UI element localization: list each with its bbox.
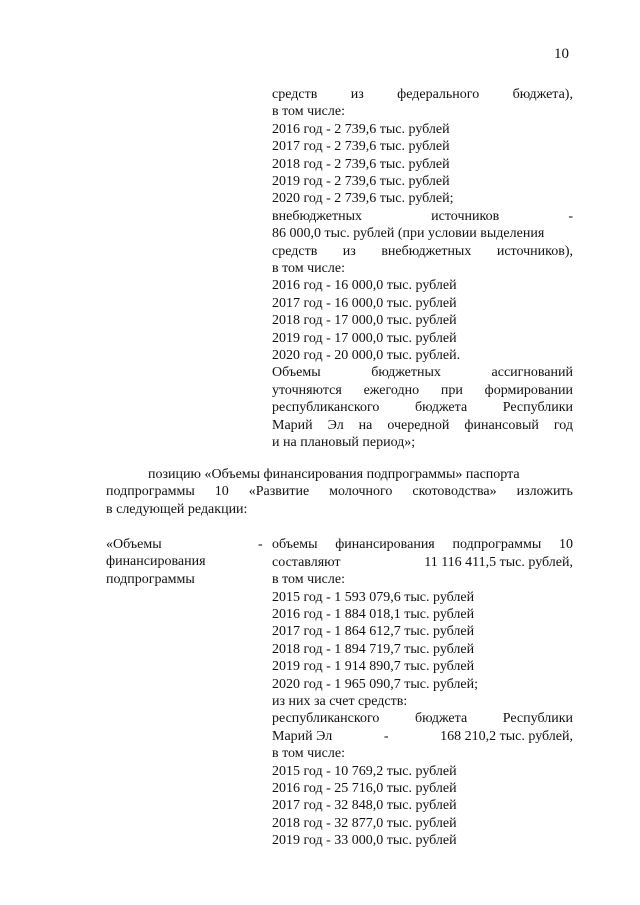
text-line: средств из федерального бюджета), [272,87,573,102]
text-line: 2016 год - 2 739,6 тыс. рублей [272,122,450,137]
text-line: средств из внебюджетных источников), [272,244,573,259]
text-line: 2018 год - 17 000,0 тыс. рублей [272,313,457,328]
text-line: составляют 11 116 411,5 тыс. рублей, [272,555,573,570]
text-line: 86 000,0 тыс. рублей (при условии выделения [272,226,545,241]
text-line: из них за счет средств: [272,694,408,709]
paragraph-line: позицию «Объемы финансирования подпрограммы» паспорта [148,467,520,482]
passport-dash: - [258,537,263,552]
text-line: и на плановый период»; [272,435,416,450]
text-line: Марий Эл на очередной финансовый год [272,418,573,433]
paragraph-line: в следующей редакции: [106,501,248,517]
text-line: 2018 год - 2 739,6 тыс. рублей [272,157,450,172]
text-line: 2019 год - 1 914 890,7 тыс. рублей [272,659,475,674]
text-line: Объемы бюджетных ассигнований [272,365,573,380]
text-line: 2018 год - 32 877,0 тыс. рублей [272,816,457,831]
text-line: 2019 год - 33 000,0 тыс. рублей [272,833,457,848]
passport-label: «Объемы финансирования подпрограммы [106,537,206,587]
text-line: Марий Эл - 168 210,2 тыс. рублей, [272,729,573,744]
text-line: в том числе: [272,261,345,276]
text-line: 2017 год - 16 000,0 тыс. рублей [272,296,457,311]
text-line: республиканского бюджета Республики [272,711,573,726]
text-line: 2020 год - 20 000,0 тыс. рублей. [272,348,461,363]
text-line: объемы финансирования подпрограммы 10 [272,537,573,552]
text-line: в том числе: [272,746,345,761]
text-line: 2015 год - 10 769,2 тыс. рублей [272,764,457,779]
text-line: в том числе: [272,104,345,119]
text-line: 2020 год - 1 965 090,7 тыс. рублей; [272,677,479,692]
text-line: уточняются ежегодно при формировании [272,383,573,398]
text-line: 2018 год - 1 894 719,7 тыс. рублей [272,642,475,657]
text-line: в том числе: [272,572,345,587]
text-line: 2020 год - 2 739,6 тыс. рублей; [272,191,454,206]
text-line: 2016 год - 25 716,0 тыс. рублей [272,781,457,796]
page-number: 10 [554,46,569,62]
instruction-paragraph [106,466,573,518]
text-line: 2019 год - 2 739,6 тыс. рублей [272,174,450,189]
text-line: 2016 год - 16 000,0 тыс. рублей [272,278,457,293]
text-line: 2019 год - 17 000,0 тыс. рублей [272,331,457,346]
text-line: 2017 год - 1 864 612,7 тыс. рублей [272,624,475,639]
text-line: 2016 год - 1 884 018,1 тыс. рублей [272,607,475,622]
text-line: 2017 год - 32 848,0 тыс. рублей [272,798,457,813]
text-line: 2017 год - 2 739,6 тыс. рублей [272,139,450,154]
text-line: 2015 год - 1 593 079,6 тыс. рублей [272,590,475,605]
text-line: республиканского бюджета Республики [272,400,573,415]
paragraph-line: подпрограммы 10 «Развитие молочного скотоводства» изложить [106,484,573,500]
text-line: внебюджетных источников - [272,209,573,224]
